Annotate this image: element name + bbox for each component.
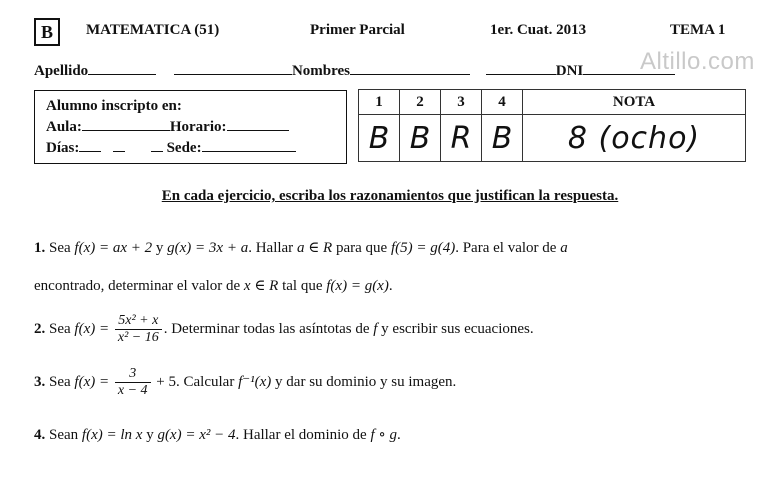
dias-blank-1[interactable] bbox=[79, 137, 101, 152]
tema-label: TEMA 1 bbox=[670, 22, 726, 38]
dias-sede-row bbox=[46, 137, 346, 158]
aula-label: Aula: bbox=[46, 119, 82, 135]
dias-blank-2[interactable] bbox=[113, 137, 125, 152]
grade-value-4: B bbox=[482, 115, 523, 162]
exercise-4-text: . Hallar el dominio de bbox=[235, 427, 367, 443]
term-label: 1er. Cuat. 2013 bbox=[490, 22, 587, 38]
exercise-3-fraction bbox=[115, 366, 151, 399]
exercise-1-a-in-r: a ∈ R bbox=[296, 240, 333, 256]
exercise-2-denominator: x² − 16 bbox=[117, 330, 159, 345]
exercise-4-number: 4. bbox=[34, 427, 46, 443]
exercise-1-number: 1. bbox=[34, 240, 46, 256]
grade-header-3: 3 bbox=[441, 90, 482, 115]
tema-letter-box: B bbox=[34, 18, 60, 46]
exercise-4-period: . bbox=[396, 427, 401, 443]
student-row bbox=[34, 60, 675, 80]
exercise-4 bbox=[34, 425, 401, 444]
exercise-2-f: f bbox=[373, 320, 378, 337]
grade-values-row bbox=[359, 115, 746, 162]
dni-label: DNI bbox=[555, 63, 584, 79]
exercise-3-text: . Calcular bbox=[176, 373, 235, 390]
grade-header-1: 1 bbox=[359, 90, 400, 115]
exercise-1-x-in-r: x ∈ R bbox=[243, 278, 279, 294]
nombres-label: Nombres bbox=[291, 63, 350, 79]
exercise-1-period: . bbox=[388, 278, 393, 294]
aula-blank[interactable] bbox=[82, 116, 170, 131]
exercise-1-a: a bbox=[560, 240, 568, 256]
exam-title: Primer Parcial bbox=[310, 22, 405, 38]
grade-header-4: 4 bbox=[482, 90, 523, 115]
dias-blank-3[interactable] bbox=[151, 137, 163, 152]
exercise-3-plus-five: + 5 bbox=[156, 373, 176, 390]
exercise-2-numerator: 5x² + x bbox=[115, 313, 162, 330]
apellido-blank-1[interactable] bbox=[88, 60, 156, 75]
grade-value-3: R bbox=[441, 115, 482, 162]
apellido-label: Apellido bbox=[34, 63, 89, 79]
exercise-3-f-lhs: f(x) = bbox=[74, 373, 110, 390]
exercise-2-text: . Determinar todas las asíntotas de bbox=[163, 320, 370, 337]
grade-value-2: B bbox=[400, 115, 441, 162]
exercise-1-line-2 bbox=[34, 276, 393, 295]
exercise-1-text: Sea bbox=[49, 240, 71, 256]
exercise-1-and: y bbox=[155, 240, 164, 256]
grade-header-2: 2 bbox=[400, 90, 441, 115]
exercise-2-f-lhs: f(x) = bbox=[74, 320, 110, 337]
exercise-1-equation: f(x) = g(x) bbox=[326, 278, 389, 294]
info-box-title: Alumno inscripto en: bbox=[46, 98, 182, 114]
grade-header-nota: NOTA bbox=[523, 90, 746, 115]
nombres-blank-2[interactable] bbox=[486, 60, 556, 75]
exercise-1-text: . Hallar bbox=[248, 240, 294, 256]
exercise-4-f-def: f(x) = ln x bbox=[81, 427, 143, 443]
student-info-box bbox=[34, 90, 347, 164]
exercise-2-fraction bbox=[115, 313, 162, 346]
sede-blank[interactable] bbox=[202, 137, 296, 152]
grade-table bbox=[358, 89, 746, 162]
nombres-blank-1[interactable] bbox=[350, 60, 470, 75]
exercise-3-text: y dar su dominio y su imagen. bbox=[275, 373, 457, 390]
watermark: Altillo.com bbox=[640, 48, 755, 75]
exercise-4-g-def: g(x) = x² − 4 bbox=[157, 427, 236, 443]
instructions: En cada ejercicio, escriba los razonamientos que justifican la respuesta. bbox=[161, 188, 619, 204]
grade-header-row bbox=[359, 90, 746, 115]
exercise-1-text: encontrado, determinar el valor de bbox=[34, 278, 241, 294]
exercise-1-g-def: g(x) = 3x + a bbox=[167, 240, 249, 256]
exercise-1-text: para que bbox=[335, 240, 388, 256]
horario-label: Horario: bbox=[169, 119, 227, 135]
grade-value-nota: 8 (ocho) bbox=[523, 115, 746, 162]
exercise-3-numerator: 3 bbox=[115, 366, 151, 383]
exercise-1-text: tal que bbox=[282, 278, 323, 294]
aula-horario-row bbox=[46, 116, 346, 137]
exercise-2-text: Sea bbox=[49, 320, 71, 337]
dni-blank[interactable] bbox=[583, 60, 675, 75]
exercise-4-and: y bbox=[146, 427, 154, 443]
exercise-3-inverse: f⁻¹(x) bbox=[238, 373, 272, 390]
horario-blank[interactable] bbox=[227, 116, 289, 131]
dias-label: Días: bbox=[46, 140, 80, 156]
exercise-2-number: 2. bbox=[34, 320, 46, 337]
apellido-blank-2[interactable] bbox=[174, 60, 292, 75]
exercise-1-f-def: f(x) = ax + 2 bbox=[74, 240, 153, 256]
exercise-2-text: y escribir sus ecuaciones. bbox=[381, 320, 534, 337]
exercise-4-text: Sean bbox=[49, 427, 79, 443]
grade-value-1: B bbox=[359, 115, 400, 162]
exercise-4-composition: f ∘ g bbox=[370, 427, 397, 443]
exercise-1-line-1 bbox=[34, 238, 568, 257]
course-title: MATEMATICA (51) bbox=[86, 22, 220, 38]
exercise-2 bbox=[34, 313, 534, 346]
exercise-3-text: Sea bbox=[49, 373, 71, 390]
exercise-3-denominator: x − 4 bbox=[117, 383, 148, 398]
exercise-1-text: . Para el valor de bbox=[455, 240, 557, 256]
sede-label: Sede: bbox=[166, 140, 202, 156]
exercise-1-condition: f(5) = g(4) bbox=[390, 240, 456, 256]
exercise-3-number: 3. bbox=[34, 373, 46, 390]
exercise-3 bbox=[34, 366, 456, 399]
